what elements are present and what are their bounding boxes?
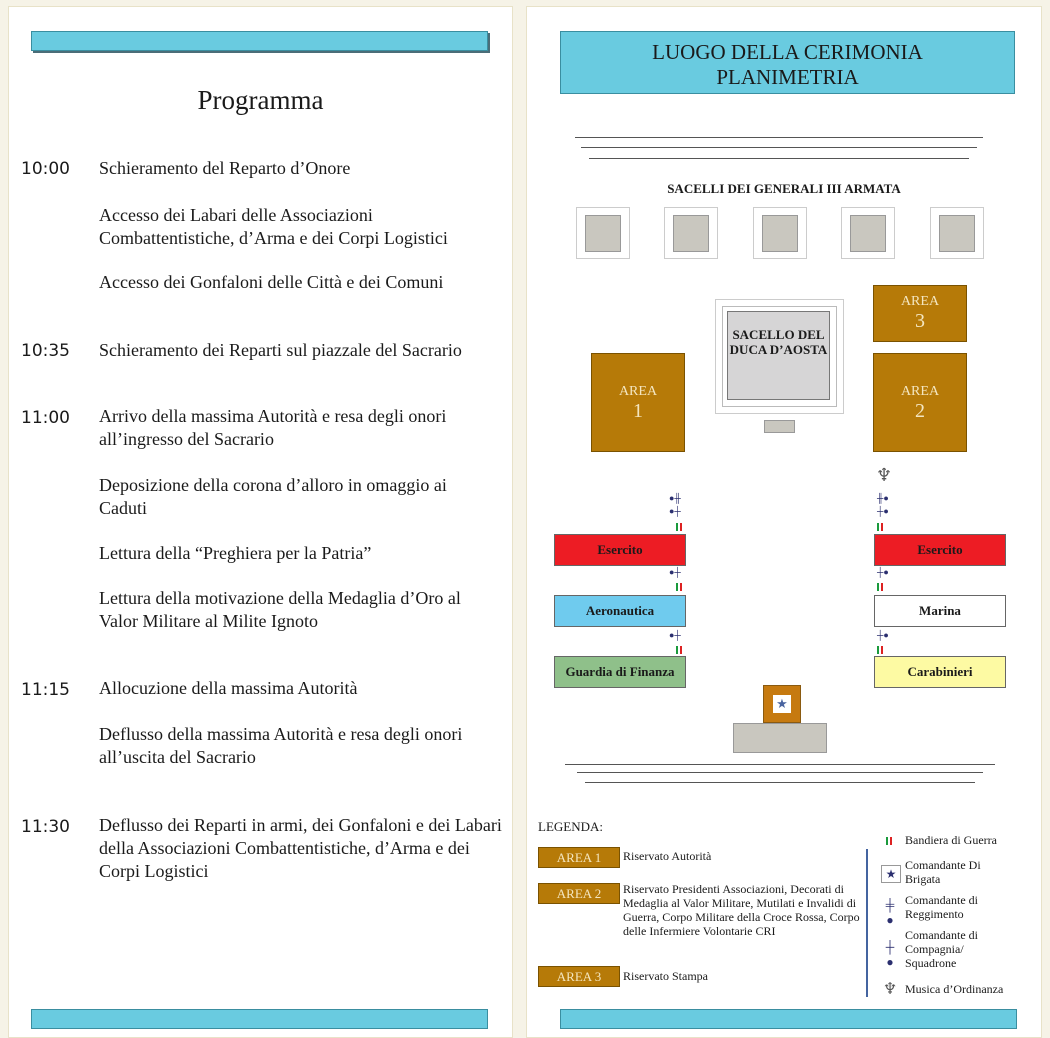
lyre-icon: ♆ (876, 465, 893, 485)
area-number: 2 (915, 400, 925, 422)
legend-title: LEGENDA: (538, 819, 603, 834)
area-label: AREA (900, 294, 940, 309)
unit-carabinieri: Carabinieri (874, 656, 1006, 688)
sacello-duca-label: SACELLO DEL DUCA D’AOSTA (727, 311, 830, 400)
legend-area-2-text: Riservato Presidenti Associazioni, Decorati di Medaglia al Valor Militare, Mutilati e Invalidi di Guerra, Corpo Militare della Croce Rossa, Corpo delle Infermiere Volontarie CRI (623, 882, 860, 938)
plan-title (560, 31, 1015, 94)
program-item: Schieramento dei Reparti sul piazzale del Sacrario (99, 340, 462, 360)
company-commander-icon: ┼● (877, 630, 889, 640)
star-icon: ★ (773, 695, 791, 713)
sacello-tomb (753, 207, 807, 259)
step-line (575, 137, 983, 138)
bottom-decor-bar (31, 1009, 488, 1029)
war-flag-icon (676, 518, 684, 526)
program-item: Allocuzione della massima Autorità (99, 678, 358, 698)
top-decor-bar (31, 31, 488, 51)
legend-symbol-label: Comandante di Reggimento (905, 893, 978, 921)
unit-esercito-left: Esercito (554, 534, 686, 566)
altar-stone (733, 723, 827, 753)
unit-marina: Marina (874, 595, 1006, 627)
area-number: 3 (915, 310, 925, 332)
plan-page (526, 6, 1042, 1038)
area-number: 1 (633, 400, 643, 422)
step-line (565, 764, 995, 765)
war-flag-icon (676, 578, 684, 586)
company-commander-icon: ●┼ (669, 630, 681, 640)
program-item: Schieramento del Reparto d’Onore (99, 158, 351, 178)
program-page (8, 6, 513, 1038)
company-commander-icon: ┼● (877, 506, 889, 516)
step-line (577, 772, 983, 773)
step-line (581, 147, 977, 148)
company-commander-icon: ┼ ● (885, 940, 895, 969)
sacello-tomb (930, 207, 984, 259)
time-1100: 11:00 (21, 408, 70, 428)
regiment-commander-icon: ╪ ● (885, 898, 895, 927)
legend-area-2: AREA 2 (538, 883, 620, 904)
brigade-commander-post (763, 685, 801, 723)
sacello-tomb (664, 207, 718, 259)
program-item: Lettura della motivazione della Medaglia d’Oro al Valor Militare al Milite Ignoto (99, 588, 461, 631)
program-item: Deflusso dei Reparti in armi, dei Gonfaloni e dei Labari della Associazioni Combattentistiche, d’Arma e dei Corpi Logistici (99, 815, 502, 881)
legend-symbol-label: Comandante di Compagnia/ Squadrone (905, 928, 978, 970)
program-item: Arrivo della massima Autorità e resa degli onori all’ingresso del Sacrario (99, 406, 447, 449)
step-line (585, 782, 975, 783)
legend-area-1: AREA 1 (538, 847, 620, 868)
time-1115: 11:15 (21, 680, 70, 700)
program-item: Lettura della “Preghiera per la Patria” (99, 543, 372, 563)
bottom-decor-bar (560, 1009, 1017, 1029)
war-flag-icon (676, 641, 684, 649)
plan-title-line2: PLANIMETRIA (716, 65, 859, 89)
legend-divider (866, 849, 868, 997)
lyre-icon: ♆ (882, 981, 898, 998)
company-commander-icon: ┼● (877, 567, 889, 577)
legend-area-3-text: Riservato Stampa (623, 969, 708, 983)
unit-aeronautica: Aeronautica (554, 595, 686, 627)
war-flag-icon (886, 832, 894, 840)
memorial-stone (764, 420, 795, 433)
area-label: AREA (618, 384, 658, 399)
plan-title-line1: LUOGO DELLA CERIMONIA (652, 40, 923, 64)
step-line (589, 158, 969, 159)
area-label: AREA (900, 384, 940, 399)
program-item: Accesso dei Gonfaloni delle Città e dei Comuni (99, 272, 444, 292)
area-2 (873, 353, 967, 452)
program-item: Deposizione della corona d’alloro in omaggio ai Caduti (99, 475, 447, 518)
time-1130: 11:30 (21, 817, 70, 837)
unit-guardia-di-finanza: Guardia di Finanza (554, 656, 686, 688)
war-flag-icon (877, 578, 885, 586)
sacello-tomb (841, 207, 895, 259)
company-commander-icon: ●┼ (669, 567, 681, 577)
legend-symbol-label: Bandiera di Guerra (905, 833, 997, 847)
time-1035: 10:35 (21, 341, 70, 361)
war-flag-icon (877, 641, 885, 649)
area-1 (591, 353, 685, 452)
area-3 (873, 285, 967, 342)
time-1000: 10:00 (21, 159, 70, 179)
unit-esercito-right: Esercito (874, 534, 1006, 566)
legend-area-3: AREA 3 (538, 966, 620, 987)
sacello-duca (715, 299, 844, 414)
sacelli-label: SACELLI DEI GENERALI III ARMATA (667, 181, 901, 196)
program-title: Programma (197, 85, 324, 115)
legend-symbol-label: Comandante Di Brigata (905, 858, 981, 886)
regiment-commander-icon: ●╫ (669, 493, 681, 503)
program-item: Accesso dei Labari delle Associazioni Combattentistiche, d’Arma e dei Corpi Logistici (99, 205, 448, 248)
program-item: Deflusso della massima Autorità e resa degli onori all’uscita del Sacrario (99, 724, 463, 767)
sacello-tomb (576, 207, 630, 259)
legend-symbol-label: Musica d’Ordinanza (905, 982, 1004, 996)
war-flag-icon (877, 518, 885, 526)
company-commander-icon: ●┼ (669, 506, 681, 516)
regiment-commander-icon: ╫● (877, 493, 889, 503)
star-icon: ★ (881, 865, 901, 883)
legend-area-1-text: Riservato Autorità (623, 849, 712, 863)
